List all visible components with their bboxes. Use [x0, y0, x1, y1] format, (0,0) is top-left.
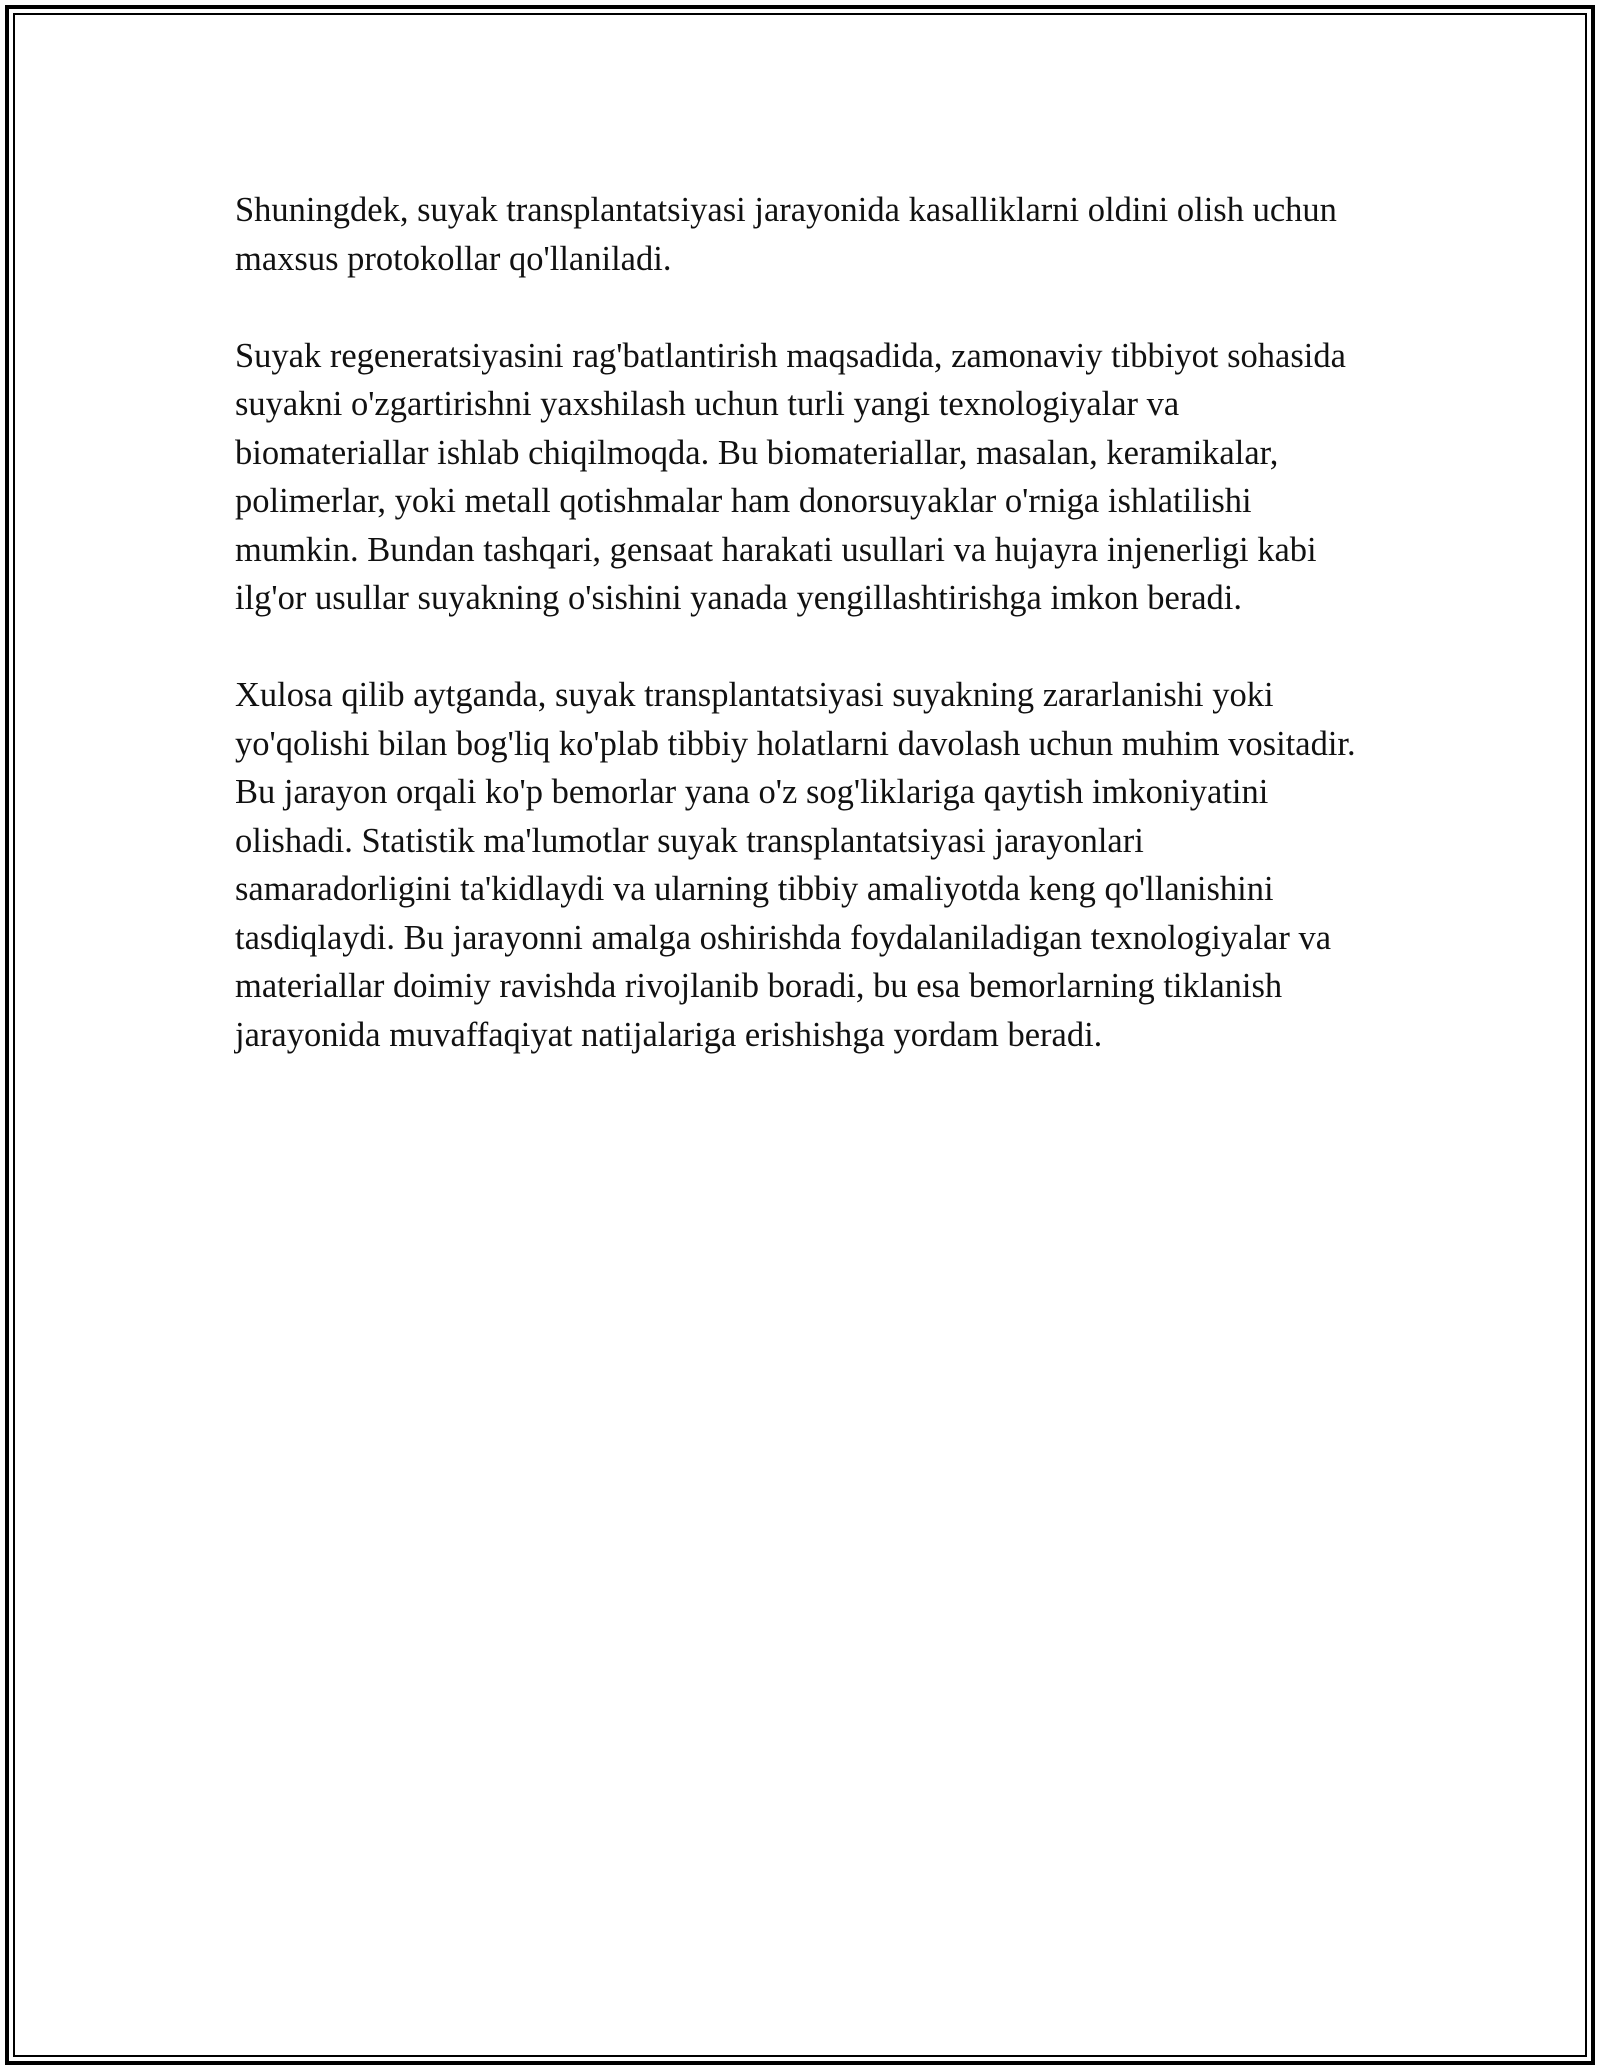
- document-body: [235, 186, 1365, 1108]
- paragraph-2: Suyak regeneratsiyasini rag'batlantirish maqsadida, zamonaviy tibbiyot sohasida suyakni o'zgartirishni yaxshilash uchun turli yangi texnologiyalar va biomateriallar ishlab chiqilmoqda. Bu biomateriallar, masalan, keramikalar, polimerlar, yoki metall qotishmalar ham donorsuyaklar o'rniga ishlatilishi mumkin. Bundan tashqari, gensaat harakati usullari va hujayra injenerligi kabi ilg'or usullar suyakning o'sishini yanada yengillashtirishga imkon beradi.: [235, 336, 1346, 617]
- paragraph-1: Shuningdek, suyak transplantatsiyasi jarayonida kasalliklarni oldini olish uchun maxsus protokollar qo'llaniladi.: [235, 191, 1337, 278]
- paragraph-3: Xulosa qilib aytganda, suyak transplantatsiyasi suyakning zararlanishi yoki yo'qolishi bilan bog'liq ko'plab tibbiy holatlarni davolash uchun muhim vositadir. Bu jarayon orqali ko'p bemorlar yana o'z sog'liklariga qaytish imkoniyatini olishadi. Statistik ma'lumotlar suyak transplantatsiyasi jarayonlari samaradorligini ta'kidlaydi va ularning tibbiy amaliyotda keng qo'llanishini tasdiqlaydi. Bu jarayonni amalga oshirishda foydalaniladigan texnologiyalar va materiallar doimiy ravishda rivojlanib boradi, bu esa bemorlarning tiklanish jarayonida muvaffaqiyat natijalariga erishishga yordam beradi.: [235, 676, 1356, 1054]
